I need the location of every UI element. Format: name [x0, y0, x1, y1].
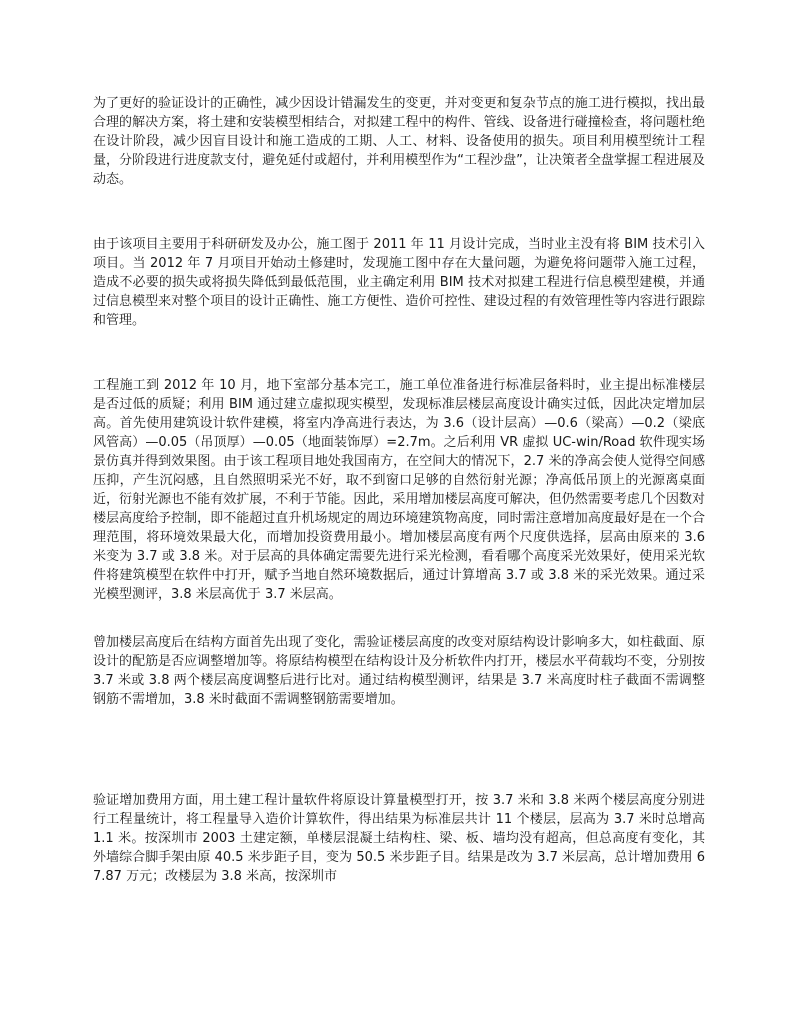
paragraph-project-background: 由于该项目主要用于科研研发及办公，施工图于 2011 年 11 月设计完成，当时业主没有将 BIM 技术引入项目。当 2012 年 7 月项目开始动土修建时，发现施工图中存在大量问题，为避免将问题带入施工过程，造成不必要的损失或将损失降低到最低范围，业主确定利用 BIM 技术对拟建工程进行信息模型建模，并通过信息模型来对整个项目的设计正确性、施工方便性、造价可控性、建设过程的有效管理性等内容进行跟踪和管理。 — [93, 237, 705, 328]
paragraph-design-verification: 为了更好的验证设计的正确性，减少因设计错漏发生的变更，并对变更和复杂节点的施工进行模拟，找出最合理的解决方案，将土建和安装模型相结合，对拟建工程中的构件、管线、设备进行碰撞检查，将问题杜绝在设计阶段，减少因盲目设计和施工造成的工期、人工、材料、设备使用的损失。项目利用模型统计工程量，分阶段进行进度款支付，避免延付或超付，并利用模型作为“工程沙盘”，让决策者全盘掌握工程进展及动态。 — [93, 96, 705, 187]
paragraph-structural-verification: 曾加楼层高度后在结构方面首先出现了变化，需验证楼层高度的改变对原结构设计影响多大，如柱截面、原设计的配筋是否应调整增加等。将原结构模型在结构设计及分析软件内打开，楼层水平荷载均不变，分别按 3.7 米或 3.8 两个楼层高度调整后进行比对。通过结构模型测评，结果是 3.7 米高度时柱子截面不需调整钢筋不需增加，3.8 米时截面不需调整钢筋需要增加。 — [93, 635, 705, 707]
paragraph-floor-height-analysis: 工程施工到 2012 年 10 月，地下室部分基本完工，施工单位准备进行标准层备料时，业主提出标准楼层是否过低的质疑；利用 BIM 通过建立虚拟现实模型，发现标准层楼层高度设计确实过低，因此决定增加层高。首先使用建筑设计软件建模，将室内净高进行表达，为 3.6（设计层高）—0.6（梁高）—0.2（梁底风管高）—0.05（吊顶厚）—0.05（地面装饰厚）=2.7m。之后利用 VR 虚拟 UC-win/Road 软件现实场景仿真并得到效果图。由于该工程项目地处我国南方，在空间大的情况下，2.7 米的净高会使人觉得空间感压抑，产生沉闷感，且自然照明采光不好，取不到窗口足够的自然衍射光源；净高低吊顶上的光源离桌面近，衍射光源也不能有效扩展，不利于节能。因此，采用增加楼层高度可解决，但仍然需要考虑几个因数对楼层高度给予控制，即不能超过直升机场规定的周边环境建筑物高度，同时需注意增加高度最好是在一个合理范围，将环境效果最大化，而增加投资费用最小。增加楼层高度有两个尺度供选择，层高由原来的 3.6 米变为 3.7 或 3.8 米。对于层高的具体确定需要先进行采光检测，看看哪个高度采光效果好，使用采光软件将建筑模型在软件中打开，赋予当地自然环境数据后，通过计算增高 3.7 或 3.8 米的采光效果。通过采光模型测评，3.8 米层高优于 3.7 米层高。 — [93, 378, 705, 602]
paragraph-cost-verification: 验证增加费用方面，用土建工程计量软件将原设计算量模型打开，按 3.7 米和 3.8 米两个楼层高度分别进行工程量统计，将工程量导入造价计算软件，得出结果为标准层共计 11 个楼层，层高为 3.7 米时总增高 1.1 米。按深圳市 2003 土建定额，单楼层混凝土结构柱、梁、板、墙均没有超高，但总高度有变化，其外墙综合脚手架由原 40.5 米步距子目，变为 50.5 米步距子目。结果是改为 3.7 米层高，总计增加费用 67.87 万元；改楼层为 3.8 米高，按深圳市 — [93, 793, 705, 884]
